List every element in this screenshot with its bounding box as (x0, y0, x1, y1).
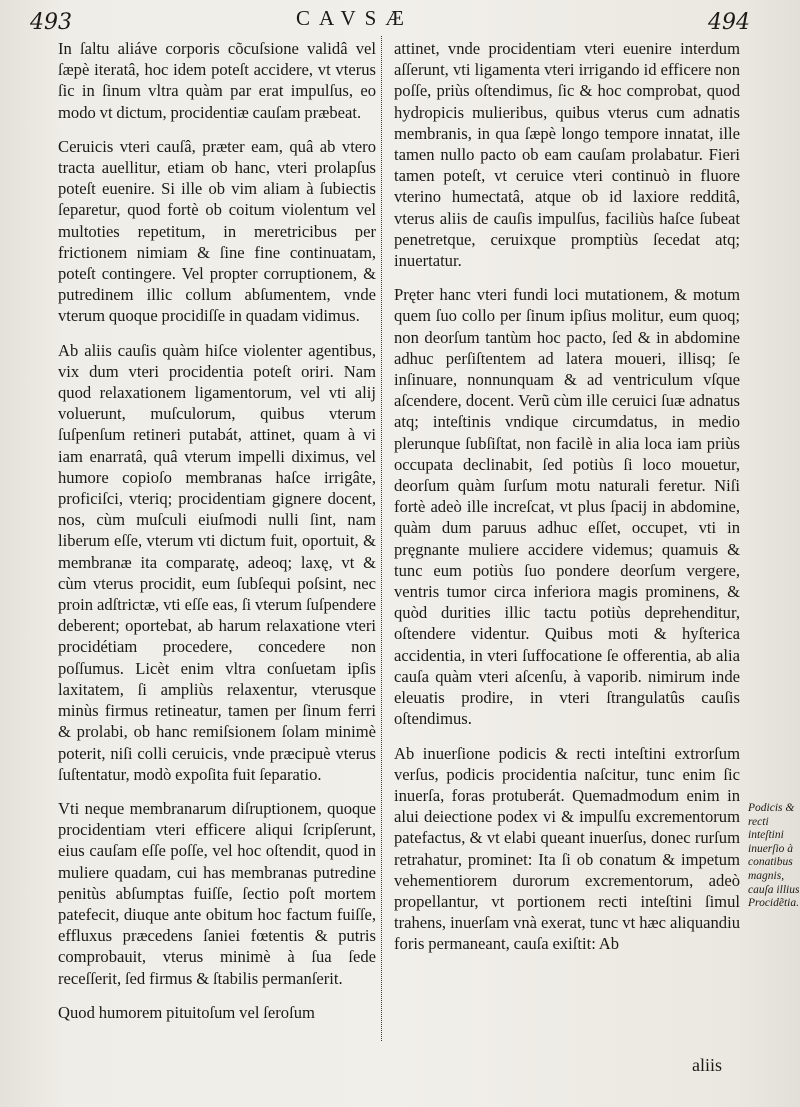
paragraph: Ceruicis vteri cauſâ, præter eam, quâ ab vtero tracta auellitur, etiam ob hanc, vteri prolapſus poteſt euenire. Si ille ob vim aliam à ſubiectis ſeparetur, quod fortè ob coitum violentum vel multoties repetitum, in meretricibus per frictionem nimiam & ſine fine continuatam, poteſt contingere. Vel propter corruptionem, & putredinem illic collum abſumentem, vnde vterum quoque procidiſſe in quadam vidimus. (58, 136, 376, 326)
page-header (0, 0, 800, 40)
paragraph: Pręter hanc vteri fundi loci mutationem, & motum quem ſuo collo per ſinum ipſius molitur, eum quoq; non deorſum tantùm hoc pacto, ſed & in abdomine adhuc perſiſtentem ad latera moueri, illisq; ſe inſinuare, nonnunquam & ad ventriculum vſque aſcendere, docent. Verũ cùm ille ceruici ſuæ adnatus atq; inteſtinis vndique circumdatus, in medio plerunque ſubſiſtat, non facilè in alia loca iam priùs occupata declinabit, ſed potiùs ſi loco mouetur, deorſum quàm ſurſum motu naturali feretur. Niſi fortè adeò ille increſcat, vt plus ſpacij in abdomine, quàm dum paruus adhuc eſſet, occupet, vti in pręgnante muliere accidere videmus; quamuis & tunc eum potiùs ſuo pondere deorſum vergere, ventris tumor circa inferiora magis prominens, & quòd durities illic tactu potiùs deprehenditur, oſtendere videntur. Quibus moti & hyſterica accidentia, in vteri ſuffocatione ſe offerentia, ab alia cauſa quàm vteri aſcenſu, à vaporib. nimirum inde eleuatis prodire, in vteri ſtrangulatûs cauſis oſtendimus. (394, 285, 740, 729)
column-divider (381, 36, 382, 1041)
margin-note: Podicis & recti inteſtini inuerſio à conatibus magnis, cauſa illius Procidẽtia. (748, 802, 800, 910)
paragraph: Vti neque membranarum diſruptionem, quoque procidentiam vteri efficere aliqui ſcripſerunt, eius cauſam eſſe poſſe, vel hoc oſtendit, quod in muliere quadam, cui has membranas putredine penitùs abſumptas fuiſſe, ſectio poſt mortem patefecit, diuque ante obitum hoc factum fuiſſe, effluxus præcedens ſaniei fœtentis & putris comprobauit, vterus minimè à ſua ſede receſſerit, ſed firmus & ſtabilis permanſerit. (58, 798, 376, 988)
paragraph: In ſaltu aliáve corporis cõcuſsione validâ vel ſæpè iteratâ, hoc idem poteſt accidere, vt vterus ſic in ſinum vltra quàm par erat impulſus, eo modo vt dictum, procidentiæ cauſam præbeat. (58, 39, 376, 122)
catchword: aliis (692, 1055, 722, 1075)
paragraph: Ab aliis cauſis quàm hiſce violenter agentibus, vix dum vteri procidentia poteſt oriri. Nam quod relaxationem ligamentorum, vel vti alij voluerunt, muſculorum, quibus vterum ſuſpenſum retineri putabát, attinet, quam à vi iam enarratâ, quâ vterum impelli diximus, vel humore copioſo membranas haſce irrigâte, proficiſci, vteriq; procidentiam gignere docent, nos, cùm muſculi eiuſmodi nulli ſint, nam liberum eſſe, vterum vti dictum fuit, oportuit, & membranæ ita comparatę, adeoq; laxę, vt & cùm vterus procidit, eum ſubſequi poſsint, nec proin adſtrictæ, vti eſſe eas, ſi vterum ſuſpendere deberent; oportebat, ab harum relaxatione vteri procidétiam procedere, concedere non poſſumus. Licèt enim vltra conſuetam ipſis laxitatem, ſi ampliùs relaxentur, vterusque minùs firmus retineatur, tamen per ſinum ferri & prolabi, ob hanc remiſsionem ſolam minimè poterit, niſi colli ceruicis, vnde præcipuè vterus ſuſtentatur, modò expoſita fuit ſeparatio. (58, 340, 376, 784)
right-column (394, 38, 740, 968)
paragraph: Ab inuerſione podicis & recti inteſtini extrorſum verſus, podicis procidentia naſcitur, tunc enim ſic inuerſa, foras protuberát. Quemadmodum enim in alui deiectione podex vi & impulſu excrementorum patefactus, & vt elabi queant inuerſus, donec rurſum retrahatur, prominet: Ita ſi ob conatum & impetum vehementiorem durorum excrementorum, adeò propellantur, vt portionem recti inteſtini ſimul trahens, inuerſam vnà exerat, tunc vt hæc aliquandiu foris permaneant, cauſa exiſtit: Ab (394, 743, 740, 954)
page-number-left: 493 (30, 10, 72, 35)
left-column (58, 38, 376, 1036)
paragraph: attinet, vnde procidentiam vteri euenire interdum aſſerunt, vti ligamenta vteri irrigando id efficere non poſſe, priùs oſtendimus, ſic & hoc comprobat, quod hydropicis mulieribus, quibus vterus cum adnatis membranis, in qua ſæpè longo tempore innatat, ille tamen nullo pacto ob eam cauſam prolabatur. Fieri tamen poteſt, vt ceruice vteri continuò in fluore vterino humectatâ, atque ob id laxiore redditâ, vterus aliis de cauſis impulſus, faciliùs haſce ſubeat penetretque, ceruixque promptiùs ſecedat atq; inuertatur. (394, 39, 740, 271)
paragraph: Quod humorem pituitoſum vel ſeroſum (58, 1002, 315, 1022)
page-number-right: 494 (708, 10, 750, 35)
running-title: CAVSÆ (296, 6, 413, 30)
